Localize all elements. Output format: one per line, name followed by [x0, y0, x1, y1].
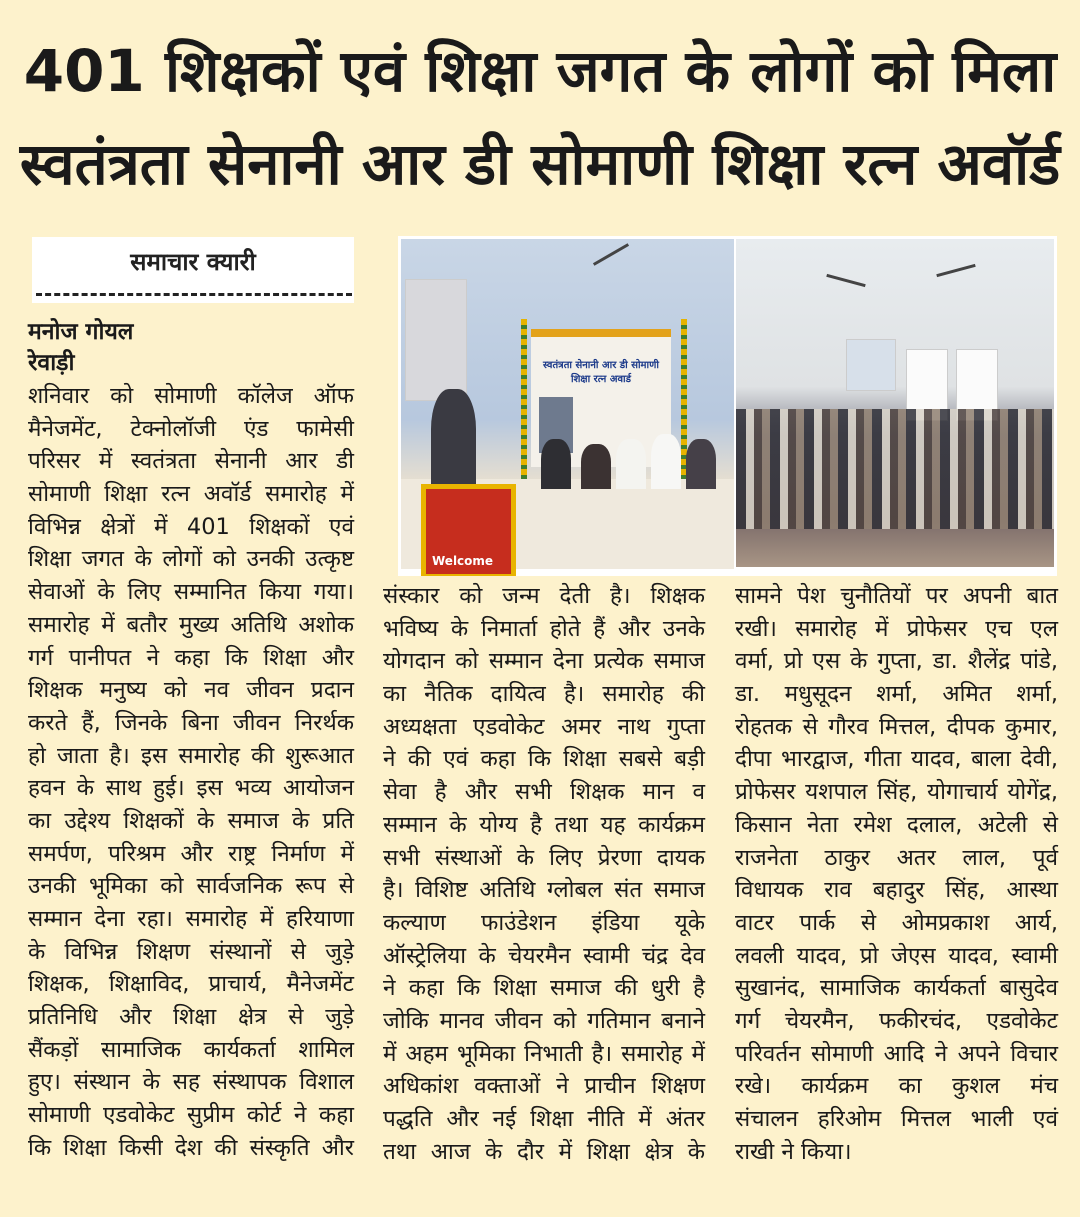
- text-line: वाटर पार्क से ओमप्रकाश आर्य,: [735, 909, 1058, 936]
- text-line: के विभिन्न शिक्षण संस्थानों से जुड़े: [28, 938, 354, 965]
- text-line: दीपा भारद्वाज, गीता यादव, बाला देवी,: [735, 746, 1058, 773]
- text-line: मैनेजमेंट, टेक्नोलॉजी एंड फामेसी: [28, 415, 354, 442]
- text-line: किसान नेता रमेश दलाल, अटेली से: [735, 811, 1058, 838]
- text-line: विधायक राव बहादुर सिंह, आस्था: [735, 877, 1058, 904]
- guest-figure: [651, 434, 681, 489]
- text-line: शनिवार को सोमाणी कॉलेज ऑफ: [28, 383, 354, 409]
- article-column-2: [383, 580, 705, 1168]
- welcome-sign-text: Welcome: [432, 554, 494, 568]
- text-line: सामने पेश चुनौतियों पर अपनी बात: [735, 583, 1058, 609]
- text-line: अधिकांश वक्ताओं ने प्राचीन शिक्षण: [383, 1073, 705, 1100]
- text-line: समर्पण, परिश्रम और राष्ट्र निर्माण में: [28, 840, 354, 867]
- guest-figure: [686, 439, 716, 489]
- text-line: प्रोफेसर यशपाल सिंह, योगाचार्य योगेंद्र,: [735, 779, 1058, 806]
- text-line: ने कहा कि शिक्षा समाज की धुरी है: [383, 975, 705, 1002]
- guest-figure: [541, 439, 571, 489]
- text-line: रोहतक से गौरव मित्तल, दीपक कुमार,: [735, 713, 1058, 740]
- text-line: समारोह में बतौर मुख्य अतिथि अशोक: [28, 611, 354, 638]
- text-line: राखी ने किया।: [735, 1138, 852, 1165]
- headline-line-2: स्वतंत्रता सेनानी आर डी सोमाणी शिक्षा रत्न अवॉर्ड: [19, 130, 1061, 198]
- text-line: करते हैं, जिनके बिना जीवन निरर्थक: [28, 709, 354, 736]
- text-line: ऑस्ट्रेलिया के चेयरमैन स्वामी चंद्र देव: [383, 942, 705, 969]
- text-line: ने की एवं कहा कि शिक्षा सबसे बड़ी: [383, 746, 705, 773]
- byline-place: रेवाड़ी: [28, 350, 75, 376]
- text-line: विभिन्न क्षेत्रों में 401 शिक्षकों एवं: [28, 513, 354, 540]
- text-line: परिसर में स्वतंत्रता सेनानी आर डी: [28, 448, 354, 475]
- welcome-sign: [421, 484, 516, 576]
- projector-screen: [846, 339, 896, 391]
- banner-text: स्वतंत्रता सेनानी आर डी सोमाणी शिक्षा रत्न अवार्ड: [543, 360, 659, 385]
- text-line: हुए। संस्थान के सह संस्थापक विशाल: [28, 1069, 354, 1096]
- headline-line-1: 401 शिक्षकों एवं शिक्षा जगत के लोगों को मिला: [23, 37, 1057, 105]
- guest-figure: [581, 444, 611, 489]
- dashed-divider: [36, 293, 352, 296]
- text-line: सेवाओं के लिए सम्मानित किया गया।: [28, 579, 354, 606]
- audience-photo: [736, 239, 1054, 567]
- text-line: है। विशिष्ट अतिथि ग्लोबल संत समाज: [383, 877, 705, 904]
- event-photo: [398, 236, 1057, 576]
- column-kicker-box: [32, 237, 354, 303]
- text-line: उनकी भूमिका को सार्वजनिक रूप से: [28, 873, 354, 900]
- article-column-1: [28, 380, 354, 1165]
- text-line: पद्धति और नई शिक्षा नीति में अंतर: [383, 1106, 705, 1132]
- text-line: परिवर्तन सोमाणी आदि ने अपने विचार: [735, 1040, 1058, 1067]
- text-line: कल्याण फाउंडेशन इंडिया यूके: [383, 909, 705, 936]
- ceiling-fan: [593, 243, 629, 266]
- text-line: सोमाणी शिक्षा रत्न अवॉर्ड समारोह में: [28, 481, 354, 508]
- text-line: अध्यक्षता एडवोकेट अमर नाथ गुप्ता: [383, 713, 705, 740]
- text-line: योगदान को सम्मान देना प्रत्येक समाज: [383, 648, 705, 675]
- stage-photo: [401, 239, 734, 567]
- text-line: में अहम भूमिका निभाती है। समारोह में: [383, 1040, 705, 1067]
- text-line: प्रतिनिधि और शिक्षा क्षेत्र से जुड़े: [28, 1004, 354, 1031]
- guest-figure: [616, 439, 646, 489]
- ceiling-fan: [936, 264, 975, 277]
- text-line: जोकि मानव जीवन को गतिमान बनाने: [383, 1007, 705, 1034]
- text-line: रखी। समारोह में प्रोफेसर एच एल: [735, 615, 1058, 642]
- text-line: हवन के साथ हुई। इस भव्य आयोजन: [28, 775, 354, 802]
- byline-author: मनोज गोयल: [28, 319, 134, 345]
- text-line: का नैतिक दायित्व है। समारोह की: [383, 681, 705, 708]
- text-line: शिक्षक मनुष्य को नव जीवन प्रदान: [28, 677, 354, 704]
- text-line: शिक्षा जगत के लोगों को उनकी उत्कृष्ट: [28, 546, 354, 573]
- text-line: वर्मा, प्रो एस के गुप्ता, डा. शैलेंद्र पांडे,: [735, 648, 1058, 675]
- ceiling-fan: [826, 274, 865, 287]
- audience-crowd: [736, 409, 1054, 529]
- text-line: सभी संस्थाओं के लिए प्रेरणा दायक: [383, 844, 705, 871]
- text-line: का उद्देश्य शिक्षकों के समाज के प्रति: [28, 807, 354, 834]
- text-line: संचालन हरिओम मित्तल भाली एवं: [735, 1106, 1058, 1132]
- text-line: सम्मान के योग्य है तथा यह कार्यक्रम: [383, 811, 705, 838]
- text-line: राजनेता ठाकुर अतर लाल, पूर्व: [735, 844, 1058, 871]
- column-kicker-title: समाचार क्यारी: [130, 248, 256, 276]
- text-line: सेवा है और सभी शिक्षक मान व: [383, 779, 705, 806]
- article-column-3: [735, 580, 1058, 1168]
- text-line: सैंकड़ों सामाजिक कार्यकर्ता शामिल: [28, 1036, 354, 1063]
- text-line: रखे। कार्यक्रम का कुशल मंच: [735, 1073, 1058, 1100]
- text-line: सुखानंद, सामाजिक कार्यकर्ता बासुदेव: [735, 975, 1058, 1002]
- text-line: शिक्षक, शिक्षाविद, प्राचार्य, मैनेजमेंट: [28, 971, 354, 998]
- speaker-figure: [431, 389, 476, 489]
- text-line: डा. मधुसूदन शर्मा, अमित शर्मा,: [735, 681, 1058, 708]
- text-line: गर्ग चेयरमैन, फकीरचंद, एडवोकेट: [735, 1007, 1058, 1034]
- text-line: सम्मान देना रहा। समारोह में हरियाणा: [28, 906, 354, 932]
- text-line: लवली यादव, प्रो जेएस यादव, स्वामी: [735, 942, 1058, 969]
- text-line: भविष्य के निमार्ता होते हैं और उनके: [383, 615, 705, 642]
- text-line: कि शिक्षा किसी देश की संस्कृति और: [28, 1134, 354, 1161]
- text-line: तथा आज के दौर में शिक्षा क्षेत्र के: [383, 1138, 705, 1165]
- text-line: संस्कार को जन्म देती है। शिक्षक: [383, 583, 705, 609]
- text-line: गर्ग पानीपत ने कहा कि शिक्षा और: [28, 644, 354, 671]
- window: [405, 279, 467, 401]
- text-line: सोमाणी एडवोकेट सुप्रीम कोर्ट ने कहा: [28, 1102, 354, 1129]
- text-line: हो जाता है। इस समारोह की शुरूआत: [28, 742, 354, 769]
